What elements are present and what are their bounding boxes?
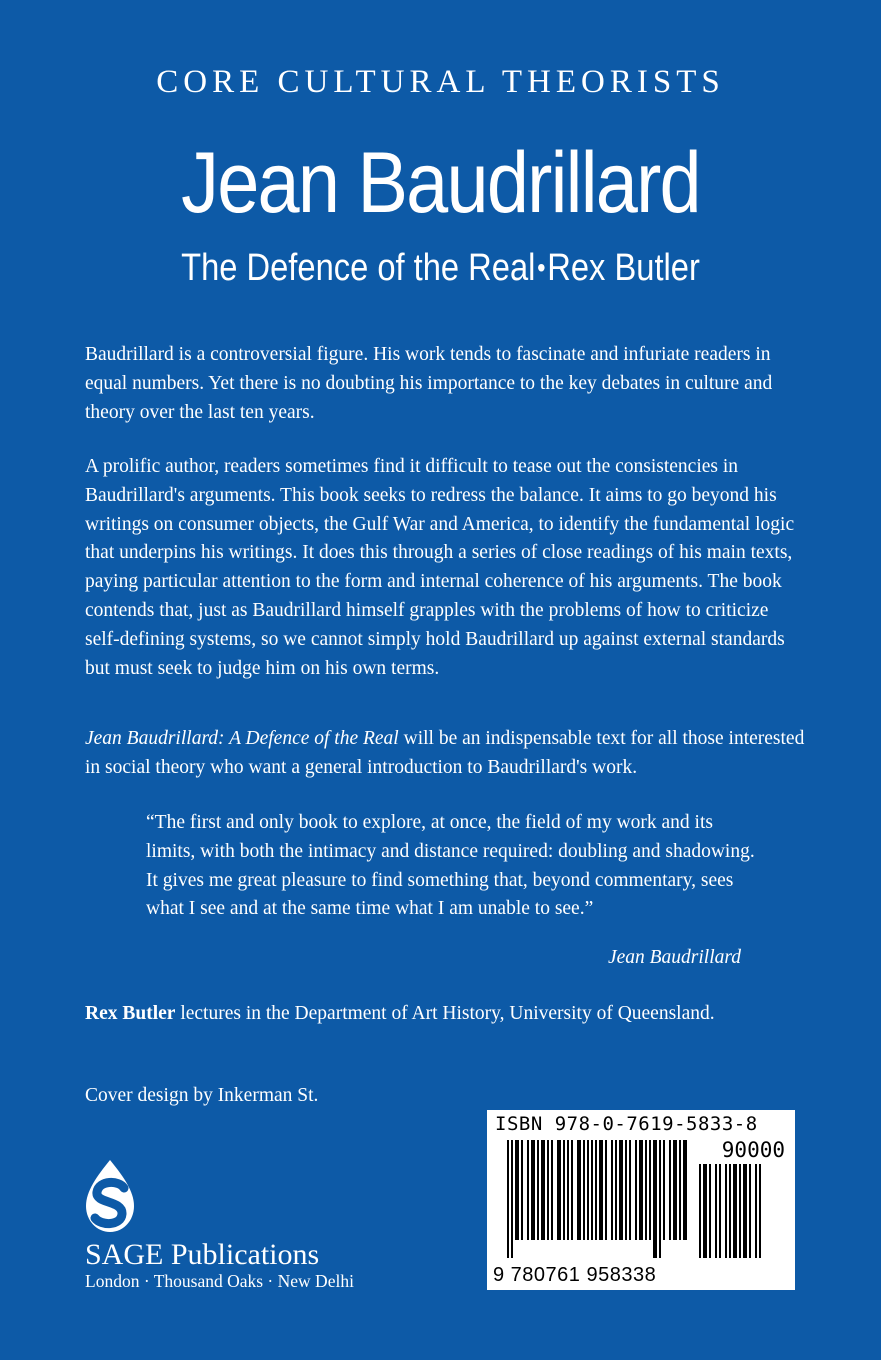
book-title: Jean Baudrillard	[181, 135, 700, 231]
blurb-paragraph-3	[85, 725, 805, 783]
endorsement-quote: “The first and only book to explore, at once, the field of my work and its limits, with both the intimacy and distance required: doubling and shadowing. It gives me great pleasure to find something that, beyond commentary, sees what I see and at the same time what I am unable to see.”	[146, 812, 755, 920]
subtitle	[62, 244, 820, 292]
blurb-paragraph-3-text: will be an indispensable text for all those interested in social theory who want a general introduction to Baudrillard's work.	[85, 728, 805, 778]
barcode-digits: 9 780761 958338	[493, 1264, 657, 1286]
series-name: CORE CULTURAL THEORISTS	[156, 64, 725, 100]
cover-design-credit: Cover design by Inkerman St.	[85, 1085, 319, 1106]
quote-attribution: Jean Baudrillard	[607, 947, 741, 968]
book-title-italic: Jean Baudrillard: A Defence of the Real	[85, 728, 399, 749]
barcode	[487, 1110, 795, 1290]
subtitle-author: Rex Butler	[547, 247, 700, 289]
blurb-paragraph-2: A prolific author, readers sometimes find it difficult to tease out the consistencies in Baudrillard's arguments. This book seeks to redress the balance. It aims to go beyond his writings on consumer objects, the Gulf War and America, to identify the fundamental logic that underpins his writings. It does this through a series of close readings of his main texts, paying particular attention to the form and internal coherence of his arguments. The book contends that, just as Baudrillard himself grapples with the problems of how to criticize self-defining systems, so we cannot simply hold Baudrillard up against external standards but must seek to judge him on his own terms.	[85, 456, 795, 679]
sage-s-logo-icon	[83, 1158, 137, 1234]
author-bio	[85, 1000, 825, 1029]
publisher-cities: London · Thousand Oaks · New Delhi	[85, 1271, 354, 1291]
publisher-name: SAGE Publications	[85, 1238, 320, 1271]
bullet-separator: •	[537, 252, 546, 283]
addon-barcode-icon	[699, 1164, 781, 1258]
barcode-icon	[507, 1140, 689, 1262]
isbn-label: ISBN 978-0-7619-5833-8	[495, 1113, 758, 1135]
author-name: Rex Butler	[85, 1003, 176, 1024]
author-bio-text: lectures in the Department of Art History, University of Queensland.	[175, 1003, 715, 1024]
blurb-paragraph-1: Baudrillard is a controversial figure. His work tends to fascinate and infuriate readers in equal numbers. Yet there is no doubting his importance to the key debates in culture and theory over the last ten years.	[85, 344, 773, 423]
subtitle-text: The Defence of the Real	[181, 247, 536, 289]
price-code: 90000	[721, 1138, 785, 1162]
